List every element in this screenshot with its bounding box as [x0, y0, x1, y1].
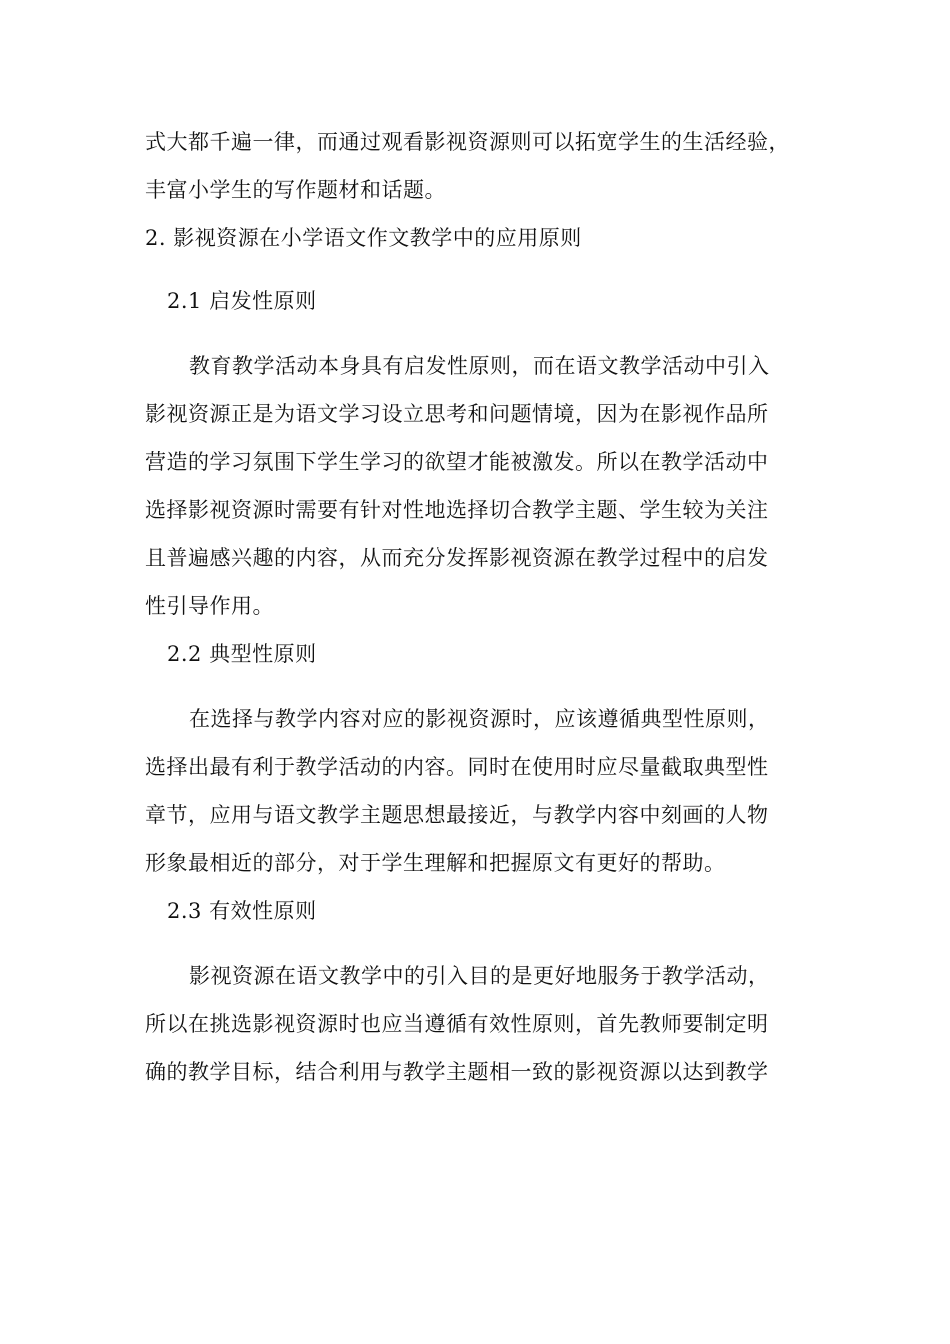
paragraph-2-2 — [145, 705, 825, 877]
text-line: 影视资源在语文教学中的引入目的是更好地服务于教学活动， — [189, 964, 770, 988]
text-line: 且普遍感兴趣的内容，从而充分发挥影视资源在教学过程中的启发 — [145, 546, 769, 570]
text-line: 形象最相近的部分，对于学生理解和把握原文有更好的帮助。 — [145, 851, 726, 875]
subsection-heading-2-1: 2.1 启发性原则 — [167, 289, 317, 313]
text-line: 确的教学目标，结合利用与教学主题相一致的影视资源以达到教学 — [145, 1060, 769, 1084]
text-line: 在选择与教学内容对应的影视资源时，应该遵循典型性原则， — [189, 707, 770, 731]
subsection-heading-2-2: 2.2 典型性原则 — [167, 642, 317, 666]
text-line: 性引导作用。 — [145, 594, 274, 618]
paragraph-2-1 — [145, 352, 825, 620]
text-line: 教育教学活动本身具有启发性原则，而在语文教学活动中引入 — [189, 354, 770, 378]
document-page — [145, 128, 825, 1086]
text-line: 影视资源正是为语文学习设立思考和问题情境，因为在影视作品所 — [145, 402, 769, 426]
subsection-heading-2-3: 2.3 有效性原则 — [167, 899, 317, 923]
text-line: 选择影视资源时需要有针对性地选择切合教学主题、学生较为关注 — [145, 498, 769, 522]
continuation-paragraph — [145, 128, 825, 204]
text-line: 选择出最有利于教学活动的内容。同时在使用时应尽量截取典型性 — [145, 755, 769, 779]
text-line: 营造的学习氛围下学生学习的欲望才能被激发。所以在教学活动中 — [145, 450, 769, 474]
section-heading: 2. 影视资源在小学语文作文教学中的应用原则 — [145, 226, 582, 250]
text-line: 式大都千遍一律，而通过观看影视资源则可以拓宽学生的生活经验， — [145, 130, 790, 154]
paragraph-2-3 — [145, 962, 825, 1086]
text-line: 所以在挑选影视资源时也应当遵循有效性原则，首先教师要制定明 — [145, 1012, 769, 1036]
text-line: 丰富小学生的写作题材和话题。 — [145, 178, 446, 202]
text-line: 章节，应用与语文教学主题思想最接近，与教学内容中刻画的人物 — [145, 803, 769, 827]
